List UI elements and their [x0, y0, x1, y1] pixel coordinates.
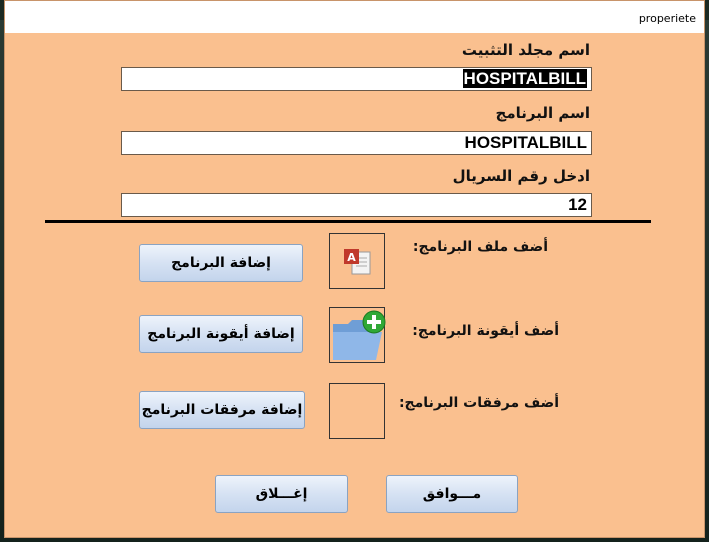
- attachments-preview: [329, 383, 385, 439]
- install-folder-value: HOSPITALBILL: [463, 69, 586, 88]
- icon-preview: [329, 307, 385, 363]
- install-folder-input[interactable]: [121, 67, 592, 91]
- serial-label: ادخل رقم السريال: [452, 167, 590, 185]
- title-bar[interactable]: [5, 1, 704, 33]
- close-button[interactable]: إغـــلاق: [215, 475, 348, 513]
- svg-text:A: A: [347, 251, 356, 264]
- program-name-label: اسم البرنامج: [495, 104, 590, 122]
- access-file-icon: [330, 234, 386, 290]
- window-title: properiete: [638, 12, 696, 25]
- file-label: أضف ملف البرنامج:: [412, 239, 548, 255]
- install-folder-label: اسم مجلد التثبيت: [461, 41, 590, 59]
- program-name-input[interactable]: HOSPITALBILL: [121, 131, 592, 155]
- properties-window: [4, 0, 705, 538]
- add-icon-button[interactable]: إضافة أيقونة البرنامج: [139, 315, 303, 353]
- divider: [45, 220, 651, 223]
- add-program-button[interactable]: إضافة البرنامج: [139, 244, 303, 282]
- file-preview: [329, 233, 385, 289]
- icon-label: أضف أيقونة البرنامج:: [412, 323, 559, 339]
- add-attachments-button[interactable]: إضافة مرفقات البرنامج: [139, 391, 305, 429]
- ok-button[interactable]: مـــوافق: [386, 475, 518, 513]
- serial-input[interactable]: 12: [121, 193, 592, 217]
- attachments-label: أضف مرفقات البرنامج:: [398, 395, 559, 411]
- folder-add-icon: [330, 308, 386, 364]
